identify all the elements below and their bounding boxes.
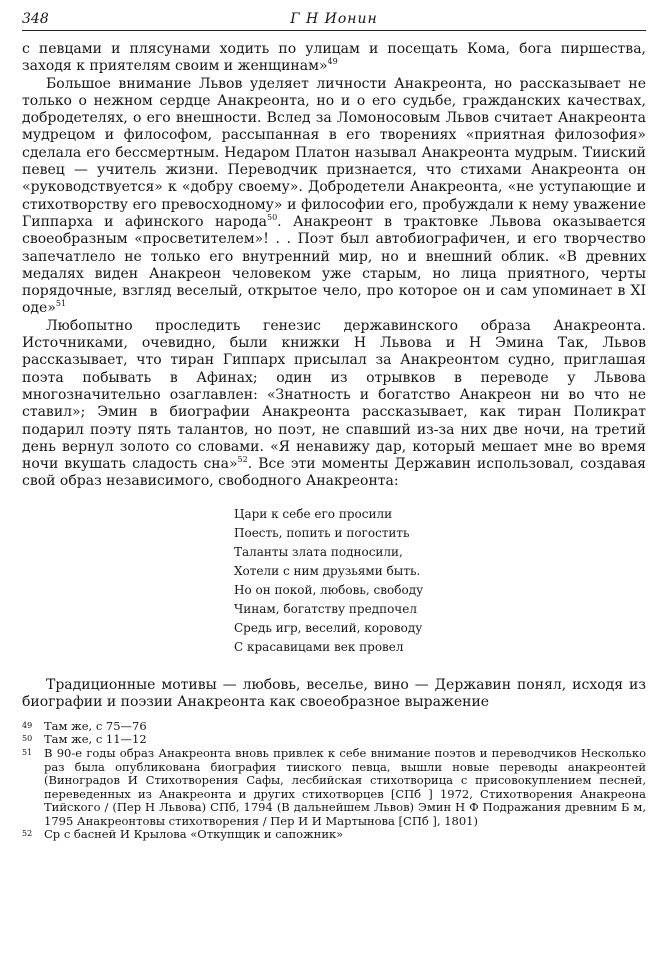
- footnote: [22, 733, 646, 747]
- footnote-ref: 49: [327, 57, 338, 67]
- paragraph: Традиционные мотивы — любовь, веселье, вино — Державин понял, исходя из биографии и поэзии Анакреонта как своеобразное выражение: [22, 676, 646, 711]
- footnote-ref: 51: [55, 299, 67, 309]
- closing-text: [22, 677, 646, 712]
- running-head: Г Н Ионин: [290, 11, 378, 27]
- footnote-ref: 52: [237, 455, 248, 465]
- body-text: [22, 41, 646, 491]
- page: [22, 8, 646, 842]
- footnote-text: Там же, с 11—12: [44, 732, 147, 747]
- paragraph-text: Большое внимание Львов уделяет личности Анакреонта, но рассказывает не только о нежном сердце Анакреонта, но и о его судьбе, гражданских качествах, добродетелях, о его внешности. Вслед за Ломоносовым Львов считает Анакреонта мудрецом и философом, рассыпанная в его творениях «приятная филозофия» сделала его бессмертным. Недаром Платон называл Анакреонта мудрым. Тииский певец — учитель жизни. Переводчик признается, что стихами Анакреонта он «руководствуется» к «добру своему». Добродетели Анакреонта, «не уступающие и стихотворству его превосходному» и философии его, пробуждали к нему уважение Гиппарха и афинского народа: [22, 75, 646, 230]
- poem-line: Средь игр, веселий, короводу: [234, 620, 423, 635]
- paragraph-text: . Все эти моменты Державин использовал, создавая свой образ независимого, свободного Анакреонта:: [22, 456, 646, 490]
- footnote-text: Ср с басней И Крылова «Откупщик и сапожник»: [44, 827, 344, 842]
- footnote-text: Там же, с 75—76: [44, 718, 147, 733]
- footnote-ref: 50: [266, 212, 278, 222]
- poem-line: С красавицами век провел: [234, 639, 404, 654]
- footnote-number: 52: [22, 829, 33, 839]
- poem-line: Хотели с ним друзьями быть.: [234, 563, 421, 578]
- page-header: [22, 8, 646, 31]
- page-number: 348: [22, 11, 49, 27]
- poem-line: Цари к себе его просили: [234, 506, 393, 521]
- poem-line: Таланты злата подносили,: [234, 544, 403, 559]
- paragraph-text: с певцами и плясунами ходить по улицам и посещать Кома, бога пиршества, заходя к приятелям своим и женщинам»: [22, 41, 646, 75]
- footnote: [22, 828, 646, 842]
- paragraph: [22, 318, 646, 491]
- poem-line: Но он покой, любовь, свободу: [234, 582, 424, 597]
- paragraph-text: . Анакреонт в трактовке Львова оказывается своеобразным «просветителем»! . . Поэт был автобиографичен, и его творчество запечатлело не только его внутренний мир, но и внешний облик. «В древних медалях виден Анакреон человеком уже старым, но лица приятного, черты порядочные, взгляд веселый, открытое чело, про которое он и сам упоминает в XI оде»: [22, 213, 647, 317]
- paragraph: [22, 41, 646, 76]
- poem-line: Поесть, попить и погостить: [234, 525, 410, 540]
- poem-line: Чинам, богатству предпочел: [234, 601, 417, 616]
- poem: [234, 505, 646, 657]
- paragraph: [22, 76, 646, 318]
- footnote-number: 51: [22, 747, 33, 757]
- footnote: [22, 720, 646, 734]
- footnote-number: 49: [22, 720, 33, 730]
- footnote: [22, 747, 646, 829]
- footnote-number: 50: [22, 734, 33, 744]
- footnotes: [22, 720, 646, 842]
- footnote-text: В 90-е годы образ Анакреонта вновь привлек к себе внимание поэтов и переводчиков Несколько раз была опубликована биография тииского певца, вышли новые переводы анакреонтей (Виноградов И Стихотворения Сафы, лесбийская стихотворица с присовокуплением песней, переведенных из Анакреонта и других стихотворцев [СПб ] 1972, Стихотворения Анакреона Тийского / (Пер Н Львова) СПб, 1794 (В дальнейшем Львов) Эмин Н Ф Подражания древним Б м, 1795 Анакреонтовы стихотворения / Пер И И Мартынова [СПб ], 1801): [44, 745, 646, 828]
- paragraph-text: Любопытно проследить генезис державинского образа Анакреонта. Источниками, очевидно, были книжки Н Львова и Н Эмина Так, Львов рассказывает, что тиран Гиппарх присылал за Анакреонтом судно, приглашая поэта побывать в Афинах; один из отрывков в переводе у Львова многозначительно озаглавлен: «Знатность и богатство Анакреон ни во что не ставил»; Эмин в биографии Анакреонта рассказывает, как тиран Поликрат подарил поэту пять талантов, но поэт, не спавший из-за них две ночи, на третий день вернул золото со словами. «Я ненавижу дар, который мешает мне во время ночи вкушать сладость сна»: [22, 317, 646, 473]
